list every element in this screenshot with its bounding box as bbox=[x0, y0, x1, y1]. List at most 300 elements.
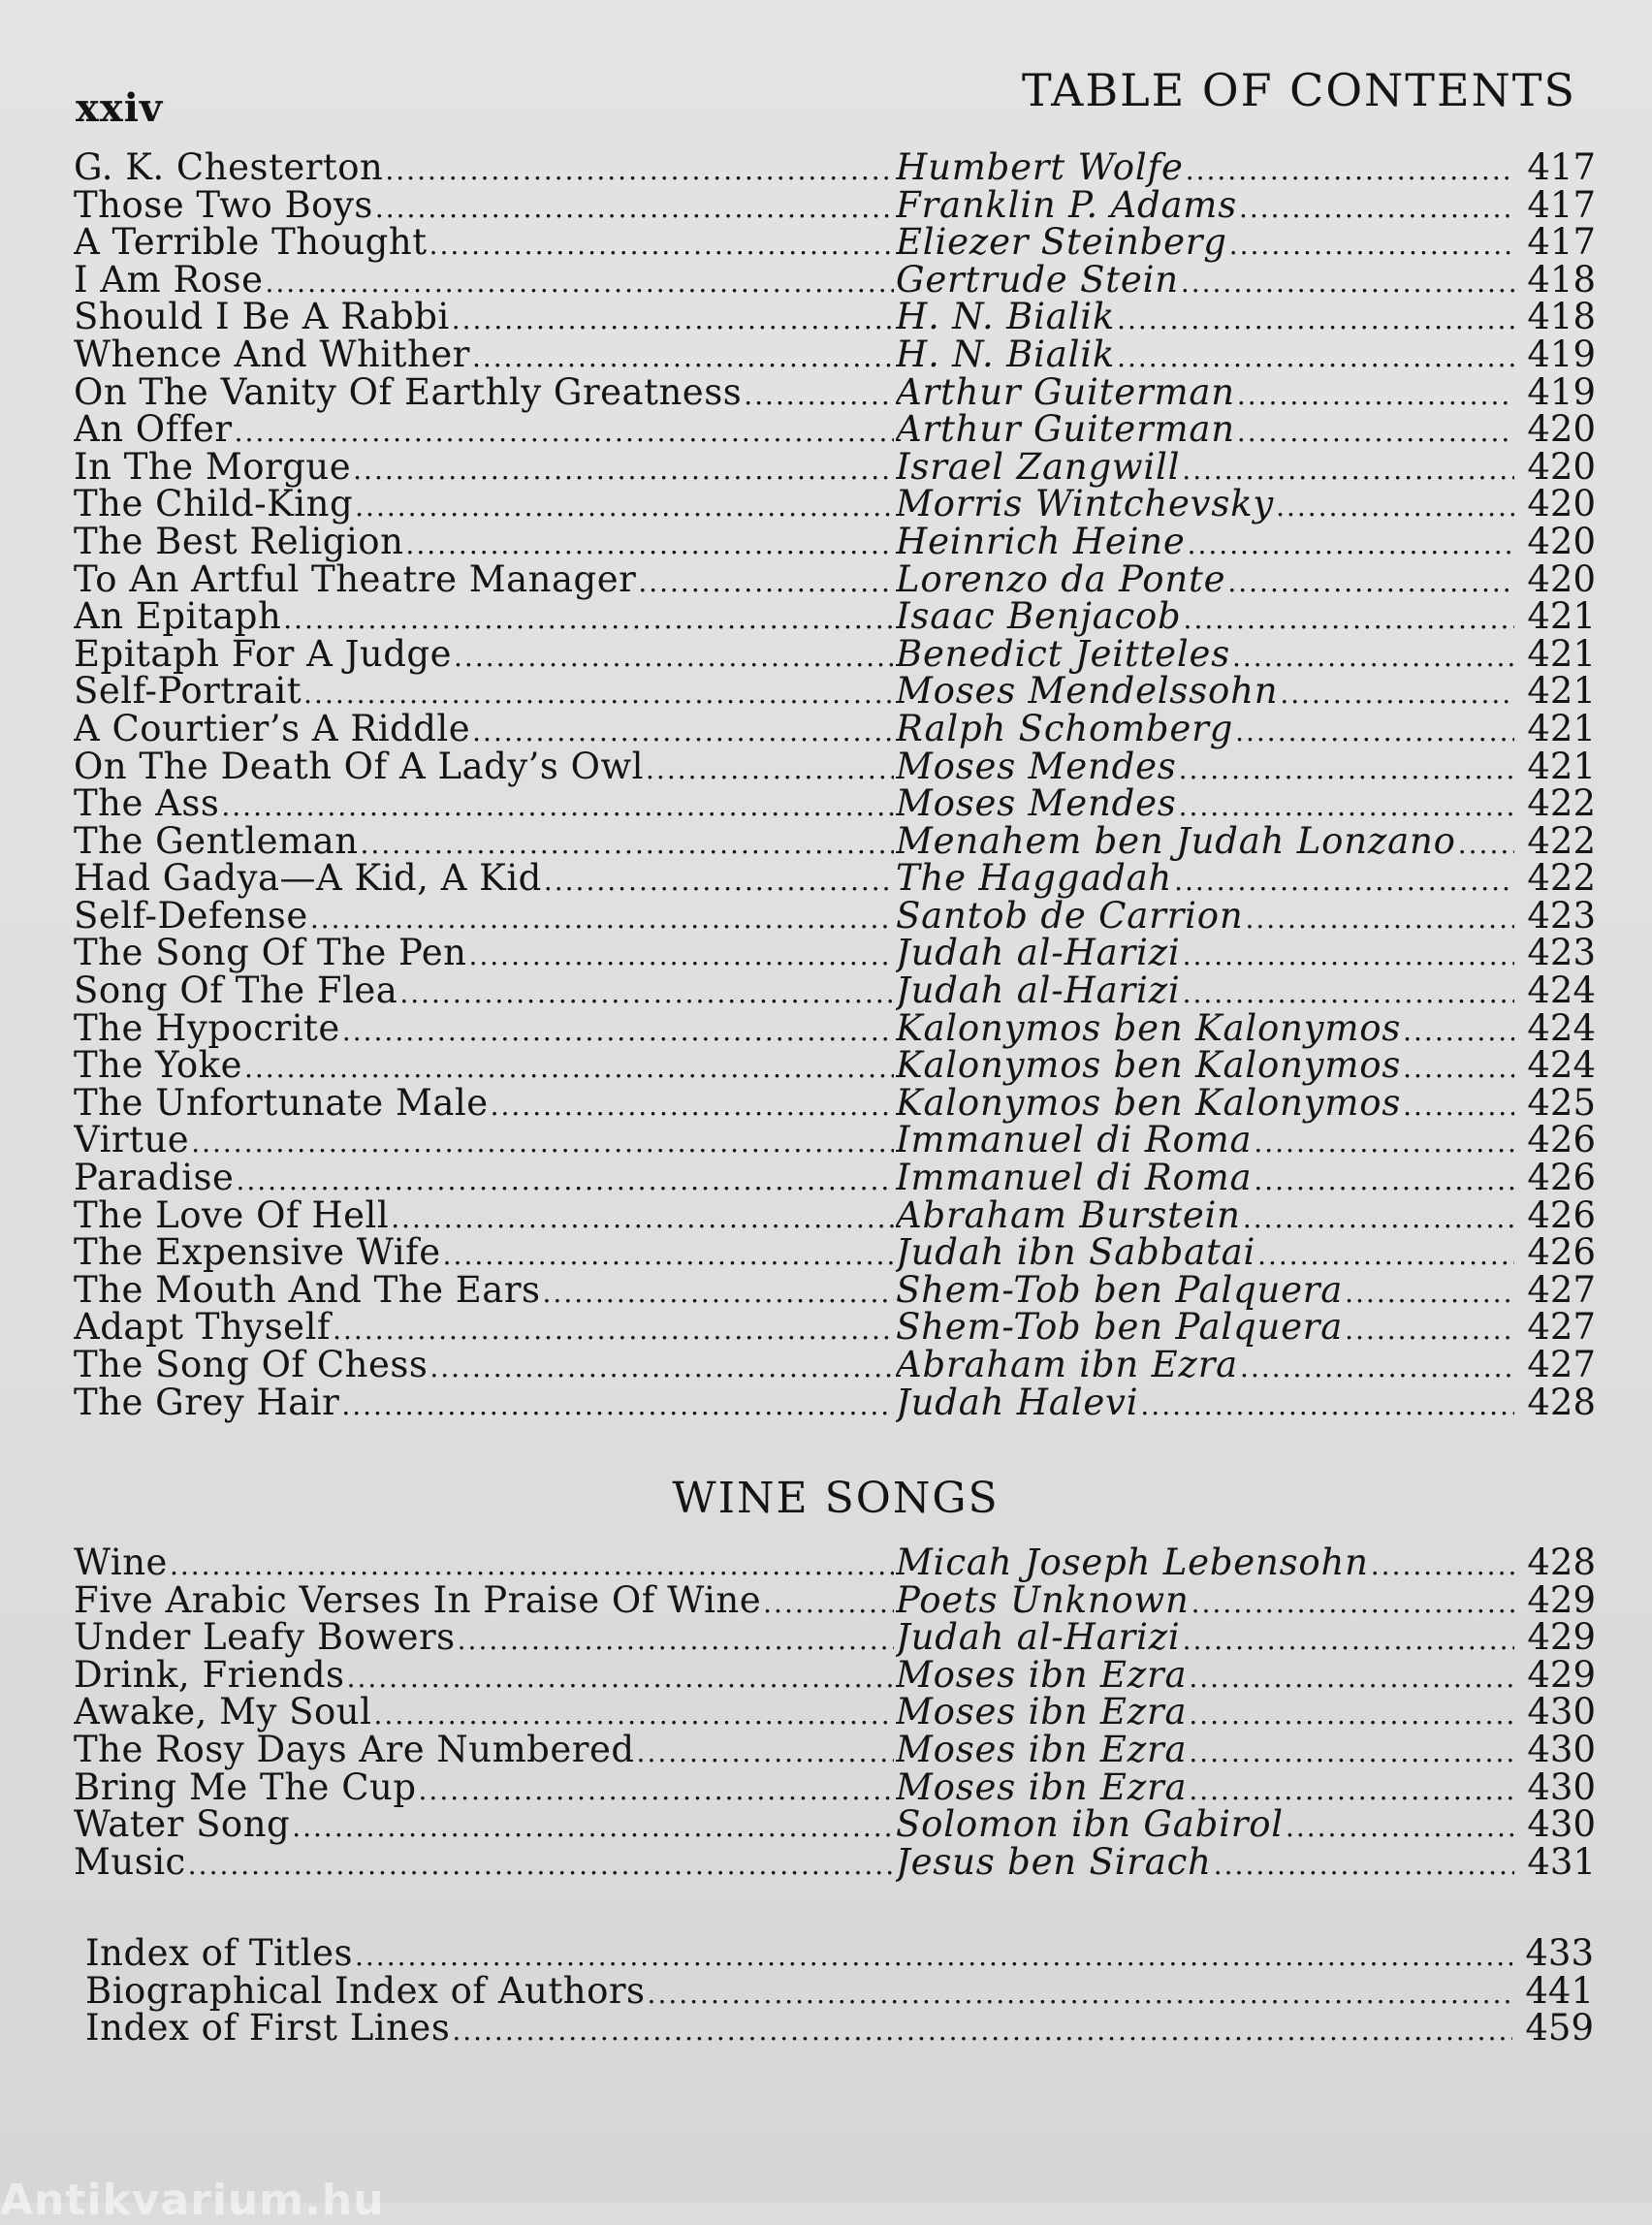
entry-title: On The Death Of A Lady’s Owl bbox=[74, 747, 645, 787]
watermark-text: Antikvarium.hu bbox=[0, 2176, 385, 2225]
entry-page-number: 420 bbox=[1527, 445, 1596, 488]
toc-entry bbox=[74, 969, 1596, 1012]
index-page-number: 433 bbox=[1525, 1932, 1594, 1974]
toc-entry bbox=[74, 1157, 1596, 1199]
dot-leader bbox=[472, 714, 894, 751]
dot-leader bbox=[543, 1275, 894, 1313]
entry-page-number: 431 bbox=[1527, 1840, 1596, 1883]
dot-leader bbox=[1229, 227, 1514, 265]
entry-title: The Expensive Wife bbox=[74, 1234, 441, 1274]
index-page-number: 441 bbox=[1525, 1969, 1594, 2012]
dot-leader bbox=[1140, 1387, 1514, 1425]
entry-author-cell bbox=[896, 224, 1516, 265]
entry-title-cell bbox=[74, 860, 896, 901]
entry-title-cell bbox=[74, 299, 896, 339]
dot-leader bbox=[375, 190, 894, 228]
entry-author: Abraham Burstein bbox=[896, 1196, 1241, 1236]
entry-title: The Song Of Chess bbox=[74, 1347, 429, 1385]
entry-title: On The Vanity Of Earthly Greatness bbox=[74, 373, 743, 413]
entry-author: Morris Wintchevsky bbox=[896, 486, 1275, 525]
dot-leader bbox=[638, 564, 894, 602]
entry-title-cell bbox=[74, 1769, 896, 1810]
toc-entry bbox=[74, 1765, 1596, 1808]
entry-author: Poets Unknown bbox=[896, 1581, 1190, 1621]
entry-title-cell bbox=[74, 187, 896, 228]
entry-author-cell bbox=[896, 524, 1516, 564]
toc-entry bbox=[74, 1006, 1596, 1049]
entry-page-number: 426 bbox=[1527, 1119, 1596, 1161]
entry-author: Moses ibn Ezra bbox=[896, 1694, 1188, 1733]
entry-title-cell bbox=[74, 224, 896, 265]
entry-page-number: 421 bbox=[1527, 670, 1596, 713]
entry-author: Arthur Guiterman bbox=[896, 411, 1235, 451]
dot-leader bbox=[1345, 1312, 1514, 1350]
entry-author-cell bbox=[896, 1122, 1516, 1162]
entry-page-number: 421 bbox=[1527, 595, 1596, 638]
entry-title-cell bbox=[74, 561, 896, 602]
entry-author: Shem-Tob ben Palquera bbox=[896, 1271, 1344, 1311]
entry-author-cell bbox=[896, 561, 1516, 602]
entry-author: Humbert Wolfe bbox=[896, 149, 1184, 188]
entry-author-cell bbox=[896, 1197, 1516, 1238]
entry-author-cell bbox=[896, 823, 1516, 864]
entry-page-number: 420 bbox=[1527, 520, 1596, 562]
dot-leader bbox=[452, 302, 894, 339]
dot-leader bbox=[405, 526, 894, 564]
entry-title-cell bbox=[74, 1732, 896, 1772]
entry-author: Isaac Benjacob bbox=[896, 598, 1182, 638]
entry-title: The Love Of Hell bbox=[74, 1196, 390, 1236]
entry-title: An Epitaph bbox=[74, 598, 282, 638]
dot-leader bbox=[1189, 1697, 1514, 1734]
toc-entry bbox=[74, 1193, 1596, 1236]
dot-leader bbox=[1237, 414, 1514, 452]
entry-title: Self-Defense bbox=[74, 897, 308, 937]
toc-entry bbox=[74, 1728, 1596, 1770]
dot-leader bbox=[1188, 526, 1514, 564]
entry-title: Had Gadya—A Kid, A Kid bbox=[74, 860, 542, 900]
entry-title-cell bbox=[74, 748, 896, 789]
entry-title-cell bbox=[74, 1160, 896, 1200]
entry-title: G. K. Chesterton bbox=[74, 149, 384, 188]
entry-page-number: 427 bbox=[1527, 1268, 1596, 1311]
entry-author-cell bbox=[896, 1347, 1516, 1387]
dot-leader bbox=[1243, 1200, 1514, 1238]
index-title: Index of First Lines bbox=[85, 2007, 451, 2050]
entry-title-cell bbox=[74, 972, 896, 1013]
dot-leader bbox=[1183, 1622, 1514, 1660]
entry-title: I Am Rose bbox=[74, 261, 264, 301]
entry-title-cell bbox=[74, 1384, 896, 1425]
entry-title-cell bbox=[74, 785, 896, 826]
entry-author: Micah Joseph Lebensohn bbox=[896, 1544, 1369, 1583]
toc-entry bbox=[74, 296, 1596, 338]
entry-author-cell bbox=[896, 785, 1516, 826]
toc-entry bbox=[74, 1231, 1596, 1274]
entry-title: To An Artful Theatre Manager bbox=[74, 560, 637, 600]
entry-author: Jesus ben Sirach bbox=[896, 1843, 1212, 1883]
dot-leader bbox=[452, 2013, 1512, 2050]
entry-page-number: 429 bbox=[1527, 1578, 1596, 1621]
entry-page-number: 424 bbox=[1527, 969, 1596, 1012]
toc-entry bbox=[74, 1268, 1596, 1311]
entry-author-cell bbox=[896, 860, 1516, 901]
entry-title: The Mouth And The Ears bbox=[74, 1271, 541, 1311]
entry-page-number: 427 bbox=[1527, 1306, 1596, 1349]
toc-entry bbox=[74, 183, 1596, 226]
entry-author-cell bbox=[896, 711, 1516, 751]
entry-title: Drink, Friends bbox=[74, 1656, 345, 1696]
toc-entry bbox=[74, 1081, 1596, 1124]
entry-page-number: 426 bbox=[1527, 1231, 1596, 1274]
dot-leader bbox=[333, 1312, 894, 1350]
entry-page-number: 429 bbox=[1527, 1653, 1596, 1696]
dot-leader bbox=[342, 1013, 894, 1051]
dot-leader bbox=[1254, 1162, 1514, 1200]
entry-author: Arthur Guiterman bbox=[896, 373, 1235, 413]
entry-title: The Child-King bbox=[74, 486, 354, 525]
toc-entry bbox=[74, 595, 1596, 638]
dot-leader bbox=[1232, 639, 1514, 677]
entry-page-number: 421 bbox=[1527, 707, 1596, 749]
entry-author: Moses Mendes bbox=[896, 747, 1177, 787]
entry-title: A Courtier’s A Riddle bbox=[74, 710, 471, 749]
index-page-number: 459 bbox=[1525, 2007, 1594, 2050]
entry-author: Moses ibn Ezra bbox=[896, 1768, 1188, 1808]
toc-entry bbox=[74, 1653, 1596, 1696]
entry-title: Song Of The Flea bbox=[74, 972, 398, 1012]
entry-author: Judah Halevi bbox=[896, 1383, 1139, 1423]
dot-leader bbox=[292, 1809, 894, 1847]
entry-title: An Offer bbox=[74, 411, 233, 451]
entry-author-cell bbox=[896, 1010, 1516, 1051]
entry-title-cell bbox=[74, 1657, 896, 1698]
entry-author-cell bbox=[896, 1085, 1516, 1126]
entry-author-cell bbox=[896, 1309, 1516, 1350]
section-heading-wine-songs: WINE SONGS bbox=[672, 1474, 1000, 1523]
dot-leader bbox=[646, 751, 894, 789]
entry-author-cell bbox=[896, 149, 1516, 190]
entry-author-cell bbox=[896, 972, 1516, 1013]
dot-leader bbox=[1191, 1585, 1514, 1623]
entry-title-cell bbox=[74, 486, 896, 526]
entry-title-cell bbox=[74, 149, 896, 190]
dot-leader bbox=[1189, 1660, 1514, 1698]
toc-entry bbox=[74, 932, 1596, 974]
entry-author: Moses ibn Ezra bbox=[896, 1731, 1188, 1770]
dot-leader bbox=[1276, 489, 1514, 526]
entry-author: Ralph Schomberg bbox=[896, 710, 1234, 749]
entry-title-cell bbox=[74, 1844, 896, 1885]
dot-leader bbox=[385, 152, 894, 190]
entry-author-cell bbox=[896, 898, 1516, 938]
dot-leader bbox=[236, 1162, 894, 1200]
entry-author: The Haggadah bbox=[896, 860, 1173, 900]
entry-title: Five Arabic Verses In Praise Of Wine bbox=[74, 1581, 762, 1621]
entry-title-cell bbox=[74, 336, 896, 377]
entry-title-cell bbox=[74, 636, 896, 677]
dot-leader bbox=[1189, 1772, 1514, 1810]
toc-entry bbox=[74, 1381, 1596, 1423]
dot-leader bbox=[744, 377, 894, 415]
dot-leader bbox=[244, 1050, 894, 1088]
entry-title: The Ass bbox=[74, 785, 220, 825]
entry-author-cell bbox=[896, 1619, 1516, 1660]
entry-page-number: 418 bbox=[1527, 296, 1596, 338]
toc-entry bbox=[74, 1544, 1596, 1582]
entry-title-cell bbox=[74, 524, 896, 564]
entry-page-number: 424 bbox=[1527, 1044, 1596, 1087]
entry-title-cell bbox=[74, 1047, 896, 1088]
dot-leader bbox=[1458, 826, 1514, 864]
dot-leader bbox=[637, 1734, 894, 1772]
entry-author: Benedict Jeitteles bbox=[896, 635, 1230, 675]
dot-leader bbox=[1182, 452, 1514, 490]
entry-author-cell bbox=[896, 598, 1516, 639]
entry-author: Lorenzo da Ponte bbox=[896, 560, 1226, 600]
entry-page-number: 420 bbox=[1527, 483, 1596, 525]
dot-leader bbox=[310, 901, 894, 938]
entry-page-number: 424 bbox=[1527, 1006, 1596, 1049]
dot-leader bbox=[648, 1976, 1512, 2014]
dot-leader bbox=[391, 1200, 894, 1238]
entry-title: Wine bbox=[74, 1544, 168, 1583]
entry-title-cell bbox=[74, 1272, 896, 1313]
entry-title: Self-Portrait bbox=[74, 673, 302, 713]
entry-title-cell bbox=[74, 898, 896, 938]
entry-author: Israel Zangwill bbox=[896, 448, 1181, 488]
dot-leader bbox=[544, 863, 894, 901]
entry-title-cell bbox=[74, 411, 896, 452]
dot-leader bbox=[170, 1547, 894, 1585]
entry-author-cell bbox=[896, 1806, 1516, 1847]
entry-title: Awake, My Soul bbox=[74, 1694, 372, 1733]
entry-title-cell bbox=[74, 1582, 896, 1623]
entry-title: Should I Be A Rabbi bbox=[74, 299, 450, 338]
dot-leader bbox=[303, 676, 894, 714]
entry-title: Adapt Thyself bbox=[74, 1309, 332, 1349]
entry-author-cell bbox=[896, 1657, 1516, 1698]
toc-entry bbox=[74, 819, 1596, 862]
dot-leader bbox=[1183, 975, 1514, 1013]
toc-entry bbox=[74, 333, 1596, 375]
entry-title-cell bbox=[74, 1010, 896, 1051]
dot-leader bbox=[1117, 302, 1514, 339]
dot-leader bbox=[1403, 1088, 1514, 1126]
dot-leader bbox=[472, 339, 894, 377]
entry-title-cell bbox=[74, 1806, 896, 1847]
toc-entry bbox=[74, 1119, 1596, 1161]
entry-title-cell bbox=[74, 823, 896, 864]
dot-leader bbox=[283, 601, 894, 639]
entry-title: Bring Me The Cup bbox=[74, 1768, 417, 1808]
toc-entry bbox=[74, 1306, 1596, 1349]
toc-entry bbox=[74, 894, 1596, 937]
toc-entry bbox=[74, 445, 1596, 488]
entry-author: Gertrude Stein bbox=[896, 261, 1179, 301]
entry-title-cell bbox=[74, 1122, 896, 1162]
entry-title: Music bbox=[74, 1843, 186, 1883]
dot-leader bbox=[491, 1088, 894, 1126]
entry-title: Under Leafy Bowers bbox=[74, 1619, 456, 1659]
dot-leader bbox=[191, 1125, 894, 1162]
entry-page-number: 430 bbox=[1527, 1691, 1596, 1733]
dot-leader bbox=[429, 1350, 894, 1387]
dot-leader bbox=[429, 227, 894, 265]
entry-title-cell bbox=[74, 1347, 896, 1387]
entry-author: Abraham ibn Ezra bbox=[896, 1347, 1239, 1385]
toc-entry bbox=[74, 146, 1596, 188]
dot-leader bbox=[1403, 1050, 1514, 1088]
entry-author-cell bbox=[896, 1160, 1516, 1200]
toc-entry bbox=[74, 707, 1596, 749]
entry-author-cell bbox=[896, 486, 1516, 526]
dot-leader bbox=[235, 414, 894, 452]
dot-leader bbox=[419, 1772, 894, 1810]
entry-title-cell bbox=[74, 711, 896, 751]
entry-author: Judah al-Harizi bbox=[896, 1619, 1181, 1659]
entry-author: Moses Mendes bbox=[896, 785, 1177, 825]
entry-page-number: 417 bbox=[1527, 146, 1596, 188]
dot-leader bbox=[1179, 751, 1514, 789]
dot-leader bbox=[1254, 1125, 1514, 1162]
index-list bbox=[85, 1932, 1594, 2050]
dot-leader bbox=[1227, 564, 1514, 602]
toc-entry bbox=[74, 782, 1596, 825]
entry-title-cell bbox=[74, 1085, 896, 1126]
dot-leader bbox=[1239, 190, 1514, 228]
index-title: Biographical Index of Authors bbox=[85, 1969, 646, 2012]
entry-title-cell bbox=[74, 1234, 896, 1275]
toc-entry bbox=[74, 520, 1596, 562]
dot-leader bbox=[1181, 265, 1514, 302]
dot-leader bbox=[1403, 1013, 1514, 1051]
entry-page-number: 422 bbox=[1527, 857, 1596, 900]
entry-page-number: 428 bbox=[1527, 1542, 1596, 1583]
entry-title: The Song Of The Pen bbox=[74, 935, 467, 974]
entry-page-number: 428 bbox=[1527, 1381, 1596, 1423]
entry-author: H. N. Bialik bbox=[896, 335, 1116, 375]
toc-entry bbox=[74, 483, 1596, 525]
entry-title: The Best Religion bbox=[74, 523, 404, 562]
dot-leader bbox=[373, 1697, 894, 1734]
entry-title: Paradise bbox=[74, 1160, 235, 1199]
entry-title: Epitaph For A Judge bbox=[74, 635, 453, 675]
entry-page-number: 420 bbox=[1527, 557, 1596, 600]
entry-author: Solomon ibn Gabirol bbox=[896, 1806, 1284, 1846]
entry-author: Eliezer Steinberg bbox=[896, 224, 1227, 264]
toc-entry bbox=[74, 221, 1596, 264]
entry-title-cell bbox=[74, 374, 896, 415]
entry-author-cell bbox=[896, 299, 1516, 339]
entry-author: Judah al-Harizi bbox=[896, 935, 1181, 974]
entry-author-cell bbox=[896, 1047, 1516, 1088]
entry-title: Water Song bbox=[74, 1806, 291, 1846]
dot-leader bbox=[1117, 339, 1514, 377]
entry-author-cell bbox=[896, 374, 1516, 415]
entry-author: Menahem ben Judah Lonzano bbox=[896, 822, 1456, 862]
entry-author: Kalonymos ben Kalonymos bbox=[896, 1084, 1402, 1124]
entry-author: Judah al-Harizi bbox=[896, 972, 1181, 1012]
dot-leader bbox=[1245, 901, 1514, 938]
entry-title-cell bbox=[74, 935, 896, 975]
dot-leader bbox=[341, 1387, 894, 1425]
entry-page-number: 430 bbox=[1527, 1728, 1596, 1770]
entry-page-number: 425 bbox=[1527, 1081, 1596, 1124]
entry-author: Santob de Carrion bbox=[896, 897, 1244, 937]
index-entry bbox=[85, 1969, 1594, 2012]
dot-leader bbox=[399, 975, 894, 1013]
entry-title-cell bbox=[74, 598, 896, 639]
dot-leader bbox=[468, 938, 894, 975]
dot-leader bbox=[1237, 377, 1514, 415]
contents-list bbox=[74, 146, 1596, 1423]
dot-leader bbox=[361, 826, 894, 864]
toc-entry bbox=[74, 1803, 1596, 1846]
entry-author-cell bbox=[896, 673, 1516, 714]
dot-leader bbox=[1240, 1350, 1514, 1387]
entry-title-cell bbox=[74, 1309, 896, 1350]
entry-author-cell bbox=[896, 262, 1516, 302]
entry-author: Kalonymos ben Kalonymos bbox=[896, 1009, 1402, 1049]
dot-leader bbox=[454, 639, 894, 677]
entry-page-number: 417 bbox=[1527, 183, 1596, 226]
entry-author: Shem-Tob ben Palquera bbox=[896, 1309, 1344, 1349]
dot-leader bbox=[1179, 788, 1514, 826]
entry-author: Immanuel di Roma bbox=[896, 1122, 1253, 1161]
entry-author-cell bbox=[896, 1272, 1516, 1313]
dot-leader bbox=[221, 788, 894, 826]
toc-entry bbox=[74, 1840, 1596, 1883]
entry-page-number: 423 bbox=[1527, 932, 1596, 974]
dot-leader bbox=[763, 1585, 894, 1623]
entry-title: In The Morgue bbox=[74, 448, 352, 488]
entry-page-number: 419 bbox=[1527, 370, 1596, 413]
entry-title: The Rosy Days Are Numbered bbox=[74, 1731, 635, 1770]
dot-leader bbox=[1371, 1547, 1514, 1585]
entry-author: Moses ibn Ezra bbox=[896, 1656, 1188, 1696]
dot-leader bbox=[443, 1237, 894, 1275]
toc-entry bbox=[74, 1616, 1596, 1659]
entry-title: A Terrible Thought bbox=[74, 224, 428, 264]
dot-leader bbox=[355, 489, 894, 526]
entry-page-number: 417 bbox=[1527, 221, 1596, 264]
entry-title: The Grey Hair bbox=[74, 1383, 340, 1423]
entry-page-number: 423 bbox=[1527, 894, 1596, 937]
index-entry bbox=[85, 2007, 1594, 2050]
entry-title-cell bbox=[74, 1619, 896, 1660]
index-title: Index of Titles bbox=[85, 1932, 353, 1974]
entry-title: The Unfortunate Male bbox=[74, 1084, 489, 1124]
entry-author: Immanuel di Roma bbox=[896, 1160, 1253, 1199]
entry-title: The Hypocrite bbox=[74, 1009, 340, 1049]
toc-entry bbox=[74, 857, 1596, 900]
entry-author: Kalonymos ben Kalonymos bbox=[896, 1047, 1402, 1087]
entry-author: Moses Mendelssohn bbox=[896, 673, 1279, 713]
page-number: xxiv bbox=[76, 85, 164, 131]
entry-author-cell bbox=[896, 336, 1516, 377]
entry-title: Whence And Whither bbox=[74, 335, 470, 375]
entry-page-number: 422 bbox=[1527, 819, 1596, 862]
dot-leader bbox=[353, 452, 894, 490]
entry-title: The Yoke bbox=[74, 1047, 242, 1087]
entry-page-number: 426 bbox=[1527, 1157, 1596, 1199]
toc-entry bbox=[74, 408, 1596, 451]
entry-author-cell bbox=[896, 1844, 1516, 1885]
toc-entry bbox=[74, 370, 1596, 413]
entry-author-cell bbox=[896, 636, 1516, 677]
entry-title: Virtue bbox=[74, 1122, 190, 1161]
